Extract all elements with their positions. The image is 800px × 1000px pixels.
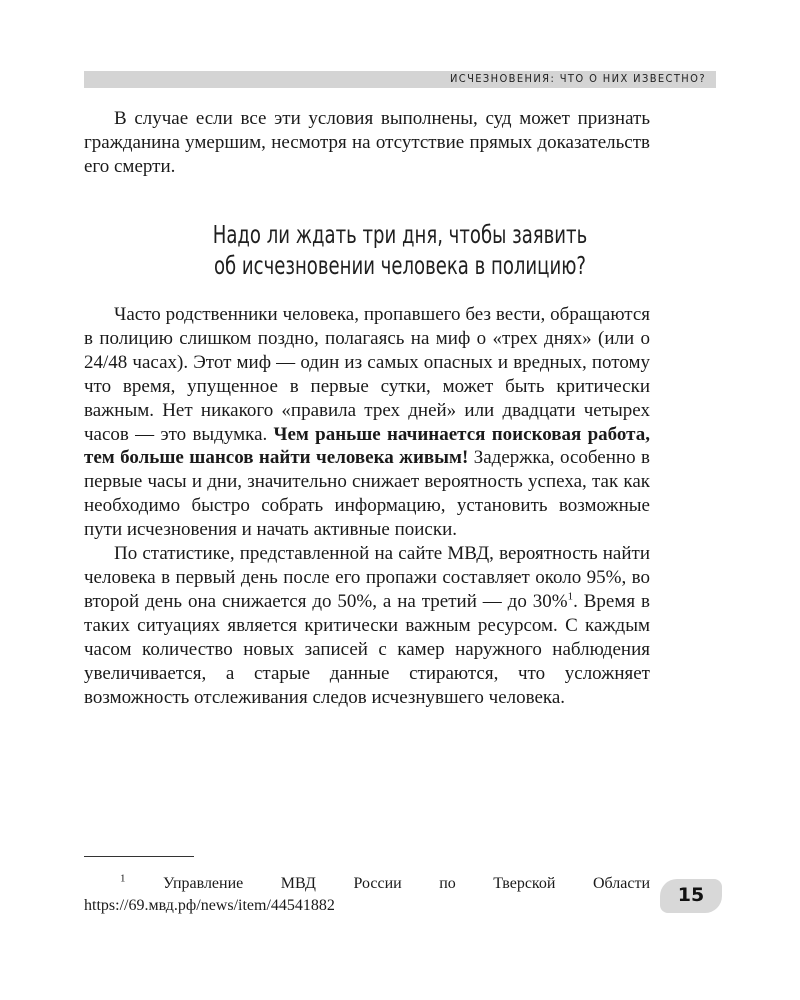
footnote-marker: 1 [120,872,126,885]
footnote-text[interactable]: Управление МВД России по Тверской Области https://69.мвд.рф/news/item/44541882 [84,875,651,914]
body-text [84,303,650,709]
running-header-title: ИСЧЕЗНОВЕНИЯ: ЧТО О НИХ ИЗВЕСТНО? [449,72,706,85]
page-number-badge [660,879,722,913]
paragraph-myth-text-start: Часто родственники человека, пропавшего без вести, обращаются в полицию слишком поздно, полагаясь на миф о «трех днях» (или о 24/48 часах). Этот миф — один из самых опасных и вредных, потому что время, упущенное в первые сутки, может быть критически важным. Нет никакого «правила трех дней» или двадцати четырех часов — это выдумка. [84,304,650,445]
footnote-divider [84,856,194,857]
footnote-entry [84,873,650,917]
paragraph-myth [84,303,650,542]
section-heading-line-2: об исчезновении человека в полицию? [213,251,587,280]
section-heading [141,219,659,281]
paragraph-myth-text-end: Задержка, особенно в первые часы и дни, значительно снижает вероятность успеха, так как необходимо быстро собрать информацию, установить возможные пути исчезновения и начать активные поиски. [84,447,650,541]
running-header [84,71,716,88]
paragraph-statistics-text-start: По статистике, представленной на сайте МВД, вероятность найти человека в первый день после его пропажи составляет около 95%, во второй день она снижается до 50%, а на третий — до 30% [84,543,650,612]
section-heading-line-1: Надо ли ждать три дня, чтобы заявить [212,220,588,249]
page-number: 15 [677,884,705,906]
footnote [84,873,650,917]
paragraph-statistics-text-end: . Время в таких ситуациях является критически важным ресурсом. С каждым часом количество новых записей с камер наружного наблюдения увеличивается, а старые данные стираются, что усложняет возможность отслеживания следов исчезнувшего человека. [84,590,650,708]
paragraph-statistics [84,542,650,709]
intro-paragraph: В случае если все эти условия выполнены, суд может признать гражданина умершим, несмотря на отсутствие прямых доказательств его смерти. [84,108,650,177]
intro-paragraph-block [84,107,650,179]
paragraph-myth-emphasis: Чем раньше начинается поисковая работа, тем больше шансов найти человека живым! [84,423,650,469]
footnote-reference[interactable]: 1 [567,590,574,603]
